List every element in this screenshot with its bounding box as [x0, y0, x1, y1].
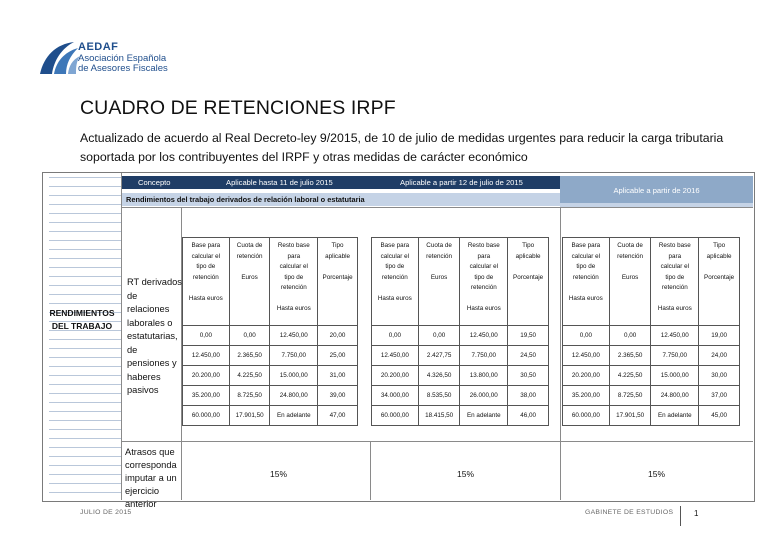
table-cell: 4.326,50	[418, 366, 460, 386]
table-row	[563, 346, 740, 366]
page-title: CUADRO DE RETENCIONES IRPF	[80, 97, 396, 119]
header-period-3: Aplicable a partir de 2016	[560, 176, 753, 203]
rt-description: RT derivados de relaciones laborales o estatutarias, de pensiones y haberes pasivos	[127, 277, 182, 395]
table-cell: 8.725,50	[229, 386, 270, 406]
column-header-line	[419, 262, 460, 273]
retention-subtable-2	[371, 237, 549, 426]
left-column-stripe	[49, 222, 121, 229]
column-header-line: Resto base	[467, 242, 500, 249]
table-row	[183, 406, 358, 426]
column-header-line: Hasta euros	[657, 305, 692, 312]
page-subtitle	[80, 129, 730, 167]
table-cell: 60.000,00	[372, 406, 419, 426]
column-header-line: Hasta euros	[377, 294, 412, 302]
table-cell: 2.365,50	[229, 346, 270, 366]
atrasos-pct-1: 15%	[270, 469, 288, 479]
table-cell: 34.000,00	[372, 386, 419, 406]
table-cell: 17.901,50	[229, 406, 270, 426]
left-column	[43, 173, 122, 500]
table-cell: 46,00	[508, 406, 549, 426]
header-period-2: Aplicable a partir 12 de julio de 2015	[400, 178, 523, 187]
column-header-line: retención	[381, 273, 408, 281]
column-header-line: Porcentaje	[513, 273, 544, 281]
table-cell: En adelante	[460, 406, 508, 426]
column-header-line: Tipo	[522, 242, 535, 249]
left-column-stripe	[49, 240, 121, 247]
table-cell: 38,00	[508, 386, 549, 406]
left-column-stripe	[49, 429, 121, 436]
table-cell: 0,00	[609, 326, 651, 346]
column-header-line: tipo de	[576, 263, 596, 270]
table-cell: 19,50	[508, 326, 549, 346]
table-cell: 20,00	[318, 326, 358, 346]
column-header-line: aplicable	[325, 252, 350, 260]
table-cell: 0,00	[418, 326, 460, 346]
column-header-line: calcular el	[571, 252, 601, 260]
subtitle-line-1: Actualizado de acuerdo al Real Decreto-ley 9/2015, de 10 de julio de medidas urgentes para reducir la carga tributaria	[80, 131, 724, 145]
column-header-line: tipo de	[284, 273, 304, 281]
left-column-stripe	[49, 249, 121, 256]
column-header	[609, 238, 651, 326]
column-header	[508, 238, 549, 326]
table-cell: 24,50	[508, 346, 549, 366]
table-row	[372, 366, 549, 386]
column-header-line: Base para	[380, 242, 410, 249]
table-row	[372, 326, 549, 346]
table-cell: 4.225,50	[229, 366, 270, 386]
column-header-line: para	[477, 252, 491, 260]
column-header-line: aplicable	[515, 252, 541, 260]
column-header-line	[460, 294, 507, 305]
left-column-stripe	[49, 375, 121, 382]
left-column-label	[43, 307, 121, 333]
logo-line1: Asociación Española	[78, 52, 167, 64]
rendimientos-header: Rendimientos del trabajo derivados de relación laboral o estatutaria	[122, 193, 560, 206]
column-header-line: Cuota de	[426, 242, 452, 249]
column-header-line: tipo de	[196, 263, 216, 270]
table-cell: 12.450,00	[651, 326, 699, 346]
table-row	[183, 346, 358, 366]
table-cell: 30,00	[699, 366, 740, 386]
column-header-line: tipo de	[474, 273, 494, 281]
column-header	[318, 238, 358, 326]
left-column-stripe	[49, 177, 121, 184]
table-cell: 8.725,50	[609, 386, 651, 406]
column-header-line	[318, 262, 357, 273]
column-header-line: calcular el	[469, 263, 498, 270]
left-column-stripe	[49, 285, 121, 292]
footer-department: GABINETE DE ESTUDIOS	[585, 509, 674, 516]
column-header	[699, 238, 740, 326]
table-cell: 37,00	[699, 386, 740, 406]
left-column-stripe	[49, 456, 121, 463]
column-header-line	[508, 262, 548, 273]
atrasos-pct-3: 15%	[648, 469, 666, 479]
column-header-line: Euros	[430, 273, 448, 281]
table-cell: 24.800,00	[651, 386, 699, 406]
left-column-stripe	[49, 204, 121, 211]
column-header-line: tipo de	[665, 273, 685, 281]
left-column-stripe	[49, 339, 121, 346]
table-cell: 0,00	[372, 326, 419, 346]
column-header-line: retención	[572, 273, 599, 281]
left-column-stripe	[49, 393, 121, 400]
column-header-line: Hasta euros	[568, 294, 603, 302]
left-column-stripe	[49, 348, 121, 355]
table-cell: 60.000,00	[183, 406, 230, 426]
table-cell: 12.450,00	[372, 346, 419, 366]
left-column-stripe	[49, 366, 121, 373]
column-header	[183, 238, 230, 326]
column-header-line: Tipo	[713, 242, 726, 249]
column-header-line: Euros	[621, 273, 639, 281]
left-column-stripe	[49, 186, 121, 193]
table-row	[563, 366, 740, 386]
table-cell: 30,50	[508, 366, 549, 386]
table-cell: 20.200,00	[563, 366, 610, 386]
column-header-line: Hasta euros	[276, 305, 311, 312]
table-row	[183, 386, 358, 406]
table-cell: 7.750,00	[651, 346, 699, 366]
table-cell: 15.000,00	[270, 366, 318, 386]
column-header-line	[699, 262, 739, 273]
table-cell: 25,00	[318, 346, 358, 366]
left-label-line-1: RENDIMIENTOS	[49, 308, 115, 318]
column-header	[229, 238, 270, 326]
column-header-line: aplicable	[706, 252, 732, 260]
column-header-line: para	[668, 252, 682, 260]
table-cell: 12.450,00	[460, 326, 508, 346]
left-column-stripe	[49, 447, 121, 454]
table-cell: 4.225,50	[609, 366, 651, 386]
atrasos-pct-2: 15%	[457, 469, 475, 479]
column-header-line: retención	[426, 252, 453, 260]
footer-date: JULIO DE 2015	[80, 509, 132, 516]
table-cell: 35.200,00	[563, 386, 610, 406]
column-header	[372, 238, 419, 326]
column-header-line	[372, 283, 418, 294]
col-divider-2	[370, 441, 371, 500]
left-label-line-2: DEL TRABAJO	[51, 321, 113, 331]
column-header-line: Cuota de	[236, 242, 263, 249]
left-column-stripe	[49, 267, 121, 274]
row-divider-top	[122, 207, 753, 208]
left-column-stripe	[49, 465, 121, 472]
column-header-line: Base para	[191, 242, 221, 249]
page-number: 1	[694, 509, 699, 518]
table-cell: 12.450,00	[183, 346, 230, 366]
column-header-line: Hasta euros	[466, 305, 501, 312]
left-column-stripe	[49, 402, 121, 409]
left-column-stripe	[49, 420, 121, 427]
table-cell: 47,00	[318, 406, 358, 426]
table-cell: 20.200,00	[372, 366, 419, 386]
table-cell: 12.450,00	[270, 326, 318, 346]
column-header	[460, 238, 508, 326]
col-divider-3	[560, 207, 561, 500]
column-header-line: tipo de	[385, 263, 405, 270]
table-cell: En adelante	[651, 406, 699, 426]
column-header-line: retención	[236, 252, 263, 260]
table-cell: 2.365,50	[609, 346, 651, 366]
aedaf-logo-icon	[34, 38, 84, 80]
column-header-line: retención	[661, 284, 688, 291]
table-cell: 24.800,00	[270, 386, 318, 406]
column-header-line	[651, 294, 698, 305]
table-row	[372, 346, 549, 366]
atrasos-description: Atrasos que corresponda imputar a un ejercicio anterior	[125, 447, 177, 509]
left-column-stripe	[49, 213, 121, 220]
left-column-stripe	[49, 357, 121, 364]
retention-subtable-3	[562, 237, 740, 426]
column-header-line: retención	[192, 273, 219, 281]
table-row	[372, 386, 549, 406]
column-header-line: Base para	[571, 242, 601, 249]
table-cell: 0,00	[563, 326, 610, 346]
table-cell: 26.000,00	[460, 386, 508, 406]
table-cell: 7.750,00	[460, 346, 508, 366]
column-header-line: Tipo	[331, 242, 344, 249]
table-cell: 12.450,00	[563, 346, 610, 366]
column-header	[270, 238, 318, 326]
column-header-line: Porcentaje	[322, 273, 353, 281]
logo-text	[78, 42, 168, 73]
logo-brand: AEDAF	[78, 41, 119, 53]
table-cell: 7.750,00	[270, 346, 318, 366]
left-column-stripe	[49, 474, 121, 481]
subtitle-line-2: soportada por los contribuyentes del IRPF y otras medidas de carácter económico	[80, 150, 528, 164]
table-cell: 19,00	[699, 326, 740, 346]
column-header-line: Resto base	[658, 242, 691, 249]
table-cell: 13.800,00	[460, 366, 508, 386]
table-cell: 60.000,00	[563, 406, 610, 426]
left-column-stripe	[49, 492, 121, 499]
column-header	[651, 238, 699, 326]
left-column-stripe	[49, 276, 121, 283]
column-header-line	[610, 262, 651, 273]
column-header-line: para	[287, 252, 301, 260]
table-cell: 8.535,50	[418, 386, 460, 406]
row-divider-atrasos	[122, 441, 753, 442]
column-header	[418, 238, 460, 326]
left-column-stripe	[49, 258, 121, 265]
table-cell: 18.415,50	[418, 406, 460, 426]
column-header-line	[270, 294, 317, 305]
column-header-line: calcular el	[279, 263, 308, 270]
column-header	[563, 238, 610, 326]
header-concepto: Concepto	[138, 178, 171, 187]
column-header-line: Cuota de	[617, 242, 643, 249]
column-header-line: Hasta euros	[188, 294, 223, 302]
table-cell: 31,00	[318, 366, 358, 386]
table-cell: 45,00	[699, 406, 740, 426]
table-cell: 2.427,75	[418, 346, 460, 366]
table-row	[183, 366, 358, 386]
column-header-line: calcular el	[191, 252, 221, 260]
column-header-line: Resto base	[277, 242, 310, 249]
column-header-line: Euros	[241, 273, 258, 281]
column-header-line: Porcentaje	[704, 273, 735, 281]
table-cell: 0,00	[183, 326, 230, 346]
table-cell: 15.000,00	[651, 366, 699, 386]
left-column-stripe	[49, 438, 121, 445]
footer-separator	[680, 506, 681, 526]
left-column-stripe	[49, 411, 121, 418]
column-header-line: retención	[617, 252, 644, 260]
retention-subtable-1	[182, 237, 358, 426]
table-cell: 35.200,00	[183, 386, 230, 406]
table-cell: En adelante	[270, 406, 318, 426]
left-column-stripe	[49, 294, 121, 301]
left-column-stripe	[49, 231, 121, 238]
table-row	[563, 386, 740, 406]
table-cell: 0,00	[229, 326, 270, 346]
left-column-stripe	[49, 195, 121, 202]
logo-line2: de Asesores Fiscales	[78, 62, 168, 74]
column-header-line	[183, 283, 229, 294]
left-column-stripe	[49, 384, 121, 391]
table-cell: 20.200,00	[183, 366, 230, 386]
column-header-line: calcular el	[380, 252, 410, 260]
table-cell: 24,00	[699, 346, 740, 366]
left-column-stripe	[49, 483, 121, 490]
column-header-line: retención	[470, 284, 497, 291]
column-header-line	[563, 283, 609, 294]
table-cell: 17.901,50	[609, 406, 651, 426]
column-header-line: retención	[280, 284, 307, 291]
header-period-1: Aplicable hasta 11 de julio 2015	[226, 178, 333, 187]
table-row	[563, 326, 740, 346]
column-header-line: calcular el	[660, 263, 689, 270]
table-row	[372, 406, 549, 426]
column-header-line	[230, 262, 270, 273]
table-cell: 39,00	[318, 386, 358, 406]
table-row	[563, 406, 740, 426]
table-row	[183, 326, 358, 346]
